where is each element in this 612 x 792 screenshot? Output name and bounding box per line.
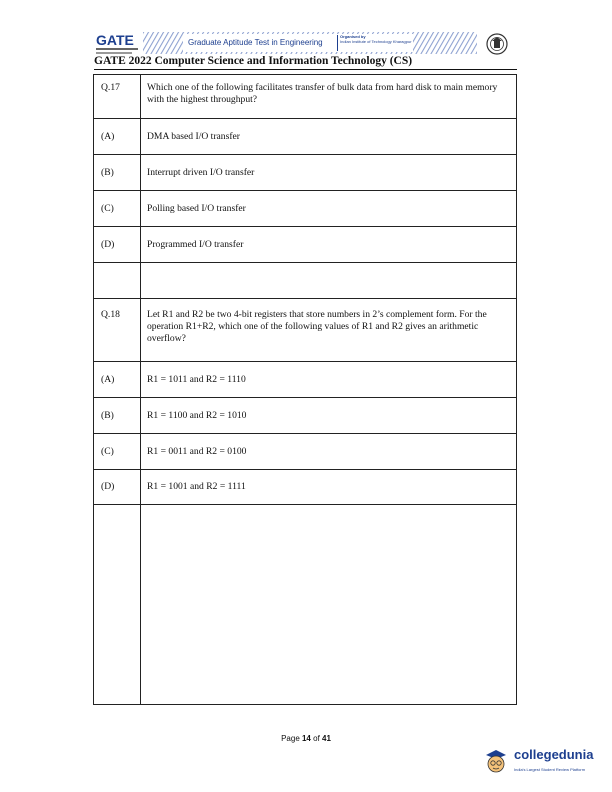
- option-text: R1 = 1011 and R2 = 1110: [141, 362, 517, 398]
- page-number: 14: [301, 734, 311, 743]
- option-row: [94, 155, 517, 191]
- organized-by-label: Organised by: [340, 34, 366, 39]
- option-label: (C): [94, 191, 141, 227]
- gate-logo: [96, 33, 140, 57]
- question-number: Q.18: [101, 309, 120, 320]
- collegedunia-mascot-icon: [481, 746, 511, 776]
- option-row: [94, 434, 517, 470]
- empty-row: [94, 505, 517, 705]
- banner-organizer: [340, 34, 412, 44]
- organizer-name: Indian Institute of Technology Kharagpur: [340, 39, 412, 44]
- option-row: [94, 119, 517, 155]
- question-row-q17: [94, 75, 517, 119]
- option-text: Programmed I/O transfer: [141, 227, 517, 263]
- option-text: R1 = 1100 and R2 = 1010: [141, 398, 517, 434]
- banner-divider: [337, 35, 338, 51]
- question-table: [93, 74, 517, 705]
- collegedunia-tagline: India's Largest Student Review Platform: [514, 767, 586, 772]
- gate-logo-text: GATE: [96, 32, 134, 48]
- banner-title: Graduate Aptitude Test in Engineering: [188, 38, 323, 47]
- option-text: R1 = 1001 and R2 = 1111: [141, 470, 517, 505]
- option-row: [94, 362, 517, 398]
- option-label: (D): [94, 227, 141, 263]
- option-label: (D): [94, 470, 141, 505]
- collegedunia-brand: collegedunia: [514, 747, 594, 762]
- question-row-q18: [94, 299, 517, 362]
- document-title: GATE 2022 Computer Science and Information Technology (CS): [94, 55, 413, 67]
- option-row: [94, 398, 517, 434]
- question-text: Which one of the following facilitates transfer of bulk data from hard disk to main memory with the highest throughput?: [147, 82, 498, 105]
- option-text: DMA based I/O transfer: [141, 119, 517, 155]
- option-label: (B): [94, 155, 141, 191]
- option-row: [94, 191, 517, 227]
- option-label: (A): [94, 119, 141, 155]
- option-label: (C): [94, 434, 141, 470]
- page-total: 41: [322, 734, 331, 743]
- option-label: (A): [94, 362, 141, 398]
- page-footer: Page 14 of 41: [281, 734, 331, 743]
- option-text: R1 = 0011 and R2 = 0100: [141, 434, 517, 470]
- question-text: Let R1 and R2 be two 4-bit registers that store numbers in 2’s complement form. For the operation R1+R2, which one of the following values of R1 and R2 gives an arithmetic overflow?: [147, 309, 487, 344]
- iit-emblem-icon: [486, 33, 508, 55]
- spacer-row: [94, 263, 517, 299]
- option-row: [94, 227, 517, 263]
- option-row: [94, 470, 517, 505]
- question-number: Q.17: [101, 82, 120, 93]
- option-label: (B): [94, 398, 141, 434]
- title-underline: [94, 69, 517, 70]
- option-text: Polling based I/O transfer: [141, 191, 517, 227]
- option-text: Interrupt driven I/O transfer: [141, 155, 517, 191]
